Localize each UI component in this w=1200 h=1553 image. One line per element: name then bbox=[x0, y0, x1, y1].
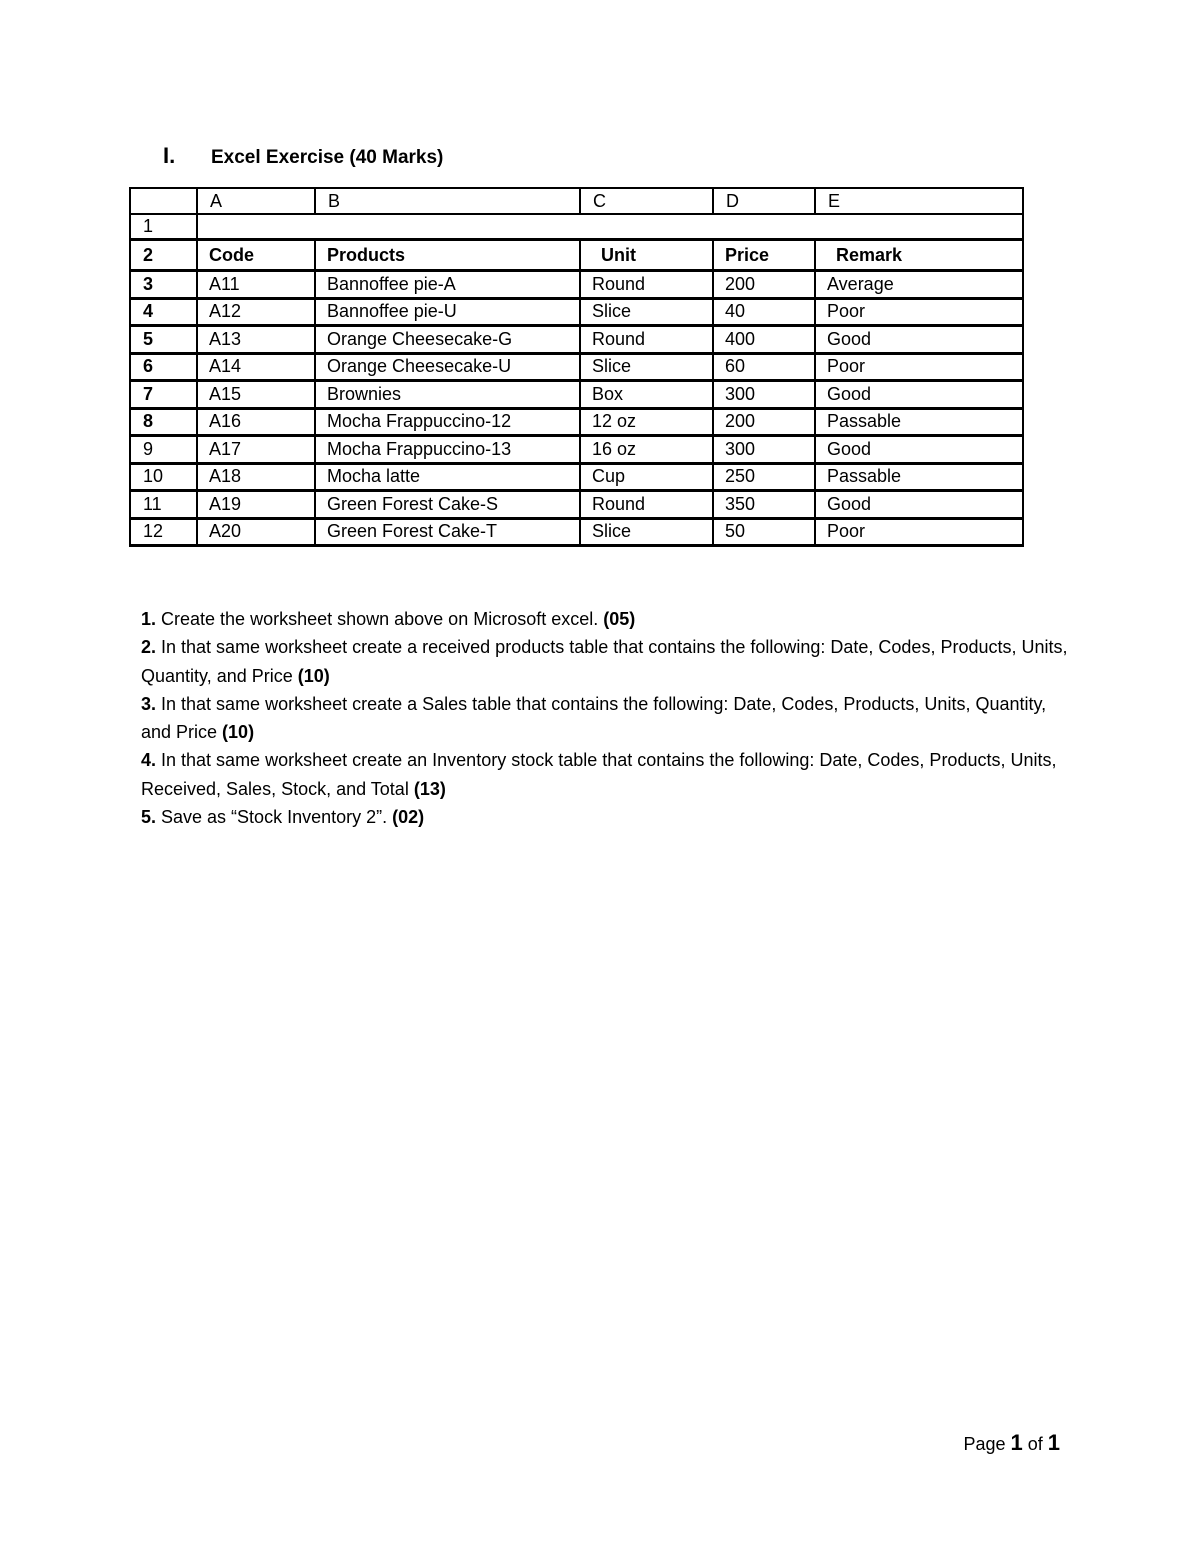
table-row bbox=[130, 298, 1023, 326]
table-row bbox=[130, 381, 1023, 409]
question-text: In that same worksheet create an Inventory stock table that contains the following: Date, Codes, Products, Units, Received, Sales, Stock, and Total bbox=[141, 750, 1057, 799]
table-row bbox=[130, 436, 1023, 464]
header-price: Price bbox=[713, 240, 815, 271]
cell-unit: 16 oz bbox=[580, 436, 713, 464]
question-list bbox=[141, 605, 1071, 831]
question-number: 1. bbox=[141, 609, 157, 629]
question-text: Save as “Stock Inventory 2”. bbox=[156, 807, 393, 828]
row-number: 3 bbox=[130, 271, 197, 299]
row-number: 2 bbox=[130, 240, 197, 271]
cell-unit: Slice bbox=[580, 298, 713, 326]
row-number: 9 bbox=[130, 436, 197, 464]
cell-product: Orange Cheesecake-U bbox=[315, 353, 580, 381]
blank-cell bbox=[197, 214, 1023, 240]
cell-price: 60 bbox=[713, 353, 815, 381]
question-item bbox=[141, 803, 1071, 831]
page-word: Page bbox=[963, 1434, 1011, 1454]
cell-remark: Good bbox=[815, 381, 1023, 409]
question-number: 4. bbox=[141, 750, 157, 771]
question-number: 2. bbox=[141, 637, 157, 658]
question-marks: (02) bbox=[392, 807, 425, 828]
cell-price: 300 bbox=[713, 381, 815, 409]
cell-code: A18 bbox=[197, 463, 315, 491]
cell-remark: Poor bbox=[815, 353, 1023, 381]
cell-price: 350 bbox=[713, 491, 815, 519]
exercise-title: Excel Exercise (40 Marks) bbox=[211, 147, 444, 168]
cell-unit: Slice bbox=[580, 518, 713, 546]
question-number: 5. bbox=[141, 807, 157, 828]
cell-code: A19 bbox=[197, 491, 315, 519]
data-rows bbox=[130, 271, 1023, 546]
cell-product: Bannoffee pie-U bbox=[315, 298, 580, 326]
worksheet-table bbox=[129, 187, 1024, 547]
cell-product: Mocha Frappuccino-13 bbox=[315, 436, 580, 464]
table-row bbox=[130, 408, 1023, 436]
cell-unit: Round bbox=[580, 491, 713, 519]
row-number: 10 bbox=[130, 463, 197, 491]
question-marks: (05) bbox=[603, 609, 636, 629]
question-marks: (10) bbox=[297, 665, 330, 686]
cell-unit: Slice bbox=[580, 353, 713, 381]
cell-remark: Passable bbox=[815, 408, 1023, 436]
cell-product: Mocha Frappuccino-12 bbox=[315, 408, 580, 436]
cell-product: Mocha latte bbox=[315, 463, 580, 491]
header-remark: Remark bbox=[815, 240, 1023, 271]
cell-price: 300 bbox=[713, 436, 815, 464]
cell-unit: Box bbox=[580, 381, 713, 409]
cell-product: Green Forest Cake-T bbox=[315, 518, 580, 546]
row-number: 4 bbox=[130, 298, 197, 326]
row-number: 11 bbox=[130, 491, 197, 519]
question-text: In that same worksheet create a received products table that contains the following: Date, Codes, Products, Units, Quantity, and Price bbox=[141, 637, 1068, 686]
of-word: of bbox=[1022, 1434, 1048, 1454]
header-products: Products bbox=[315, 240, 580, 271]
blank-row bbox=[130, 214, 1023, 240]
question-marks: (13) bbox=[413, 778, 446, 799]
question-item bbox=[141, 690, 1071, 747]
row-number: 5 bbox=[130, 326, 197, 354]
header-unit: Unit bbox=[580, 240, 713, 271]
cell-product: Green Forest Cake-S bbox=[315, 491, 580, 519]
table-row bbox=[130, 518, 1023, 546]
cell-code: A13 bbox=[197, 326, 315, 354]
cell-product: Bannoffee pie-A bbox=[315, 271, 580, 299]
corner-cell bbox=[130, 188, 197, 214]
cell-code: A20 bbox=[197, 518, 315, 546]
cell-price: 250 bbox=[713, 463, 815, 491]
cell-price: 400 bbox=[713, 326, 815, 354]
question-number: 3. bbox=[141, 693, 157, 714]
page-current: 1 bbox=[1010, 1430, 1023, 1455]
cell-product: Orange Cheesecake-G bbox=[315, 326, 580, 354]
cell-product: Brownies bbox=[315, 381, 580, 409]
column-letter: C bbox=[580, 188, 713, 214]
row-number: 12 bbox=[130, 518, 197, 546]
column-letter: E bbox=[815, 188, 1023, 214]
table-row bbox=[130, 491, 1023, 519]
column-letter: D bbox=[713, 188, 815, 214]
cell-price: 200 bbox=[713, 408, 815, 436]
cell-unit: Round bbox=[580, 271, 713, 299]
cell-remark: Poor bbox=[815, 518, 1023, 546]
column-letter: B bbox=[315, 188, 580, 214]
page-total: 1 bbox=[1047, 1430, 1060, 1455]
row-number: 6 bbox=[130, 353, 197, 381]
cell-code: A12 bbox=[197, 298, 315, 326]
column-letters-row bbox=[130, 188, 1023, 214]
cell-unit: Cup bbox=[580, 463, 713, 491]
question-item bbox=[141, 746, 1071, 803]
question-text: Create the worksheet shown above on Microsoft excel. bbox=[156, 609, 604, 629]
cell-code: A14 bbox=[197, 353, 315, 381]
table-row bbox=[130, 353, 1023, 381]
cell-code: A16 bbox=[197, 408, 315, 436]
table-row bbox=[130, 271, 1023, 299]
question-text: In that same worksheet create a Sales table that contains the following: Date, Codes, Products, Units, Quantity, and Price bbox=[141, 693, 1047, 743]
column-letter: A bbox=[197, 188, 315, 214]
page-footer bbox=[963, 1430, 1060, 1456]
exercise-heading bbox=[163, 143, 443, 169]
cell-price: 40 bbox=[713, 298, 815, 326]
table-row bbox=[130, 463, 1023, 491]
cell-price: 200 bbox=[713, 271, 815, 299]
cell-price: 50 bbox=[713, 518, 815, 546]
cell-remark: Passable bbox=[815, 463, 1023, 491]
cell-remark: Good bbox=[815, 326, 1023, 354]
question-item bbox=[141, 633, 1071, 690]
question-item bbox=[141, 605, 1071, 633]
cell-remark: Good bbox=[815, 491, 1023, 519]
row-number: 8 bbox=[130, 408, 197, 436]
cell-remark: Average bbox=[815, 271, 1023, 299]
cell-unit: Round bbox=[580, 326, 713, 354]
cell-unit: 12 oz bbox=[580, 408, 713, 436]
table-row bbox=[130, 326, 1023, 354]
cell-code: A17 bbox=[197, 436, 315, 464]
header-code: Code bbox=[197, 240, 315, 271]
header-row bbox=[130, 240, 1023, 271]
cell-code: A11 bbox=[197, 271, 315, 299]
question-marks: (10) bbox=[222, 722, 255, 743]
row-number: 1 bbox=[130, 214, 197, 240]
row-number: 7 bbox=[130, 381, 197, 409]
cell-remark: Poor bbox=[815, 298, 1023, 326]
cell-remark: Good bbox=[815, 436, 1023, 464]
section-number: I. bbox=[163, 143, 176, 168]
cell-code: A15 bbox=[197, 381, 315, 409]
